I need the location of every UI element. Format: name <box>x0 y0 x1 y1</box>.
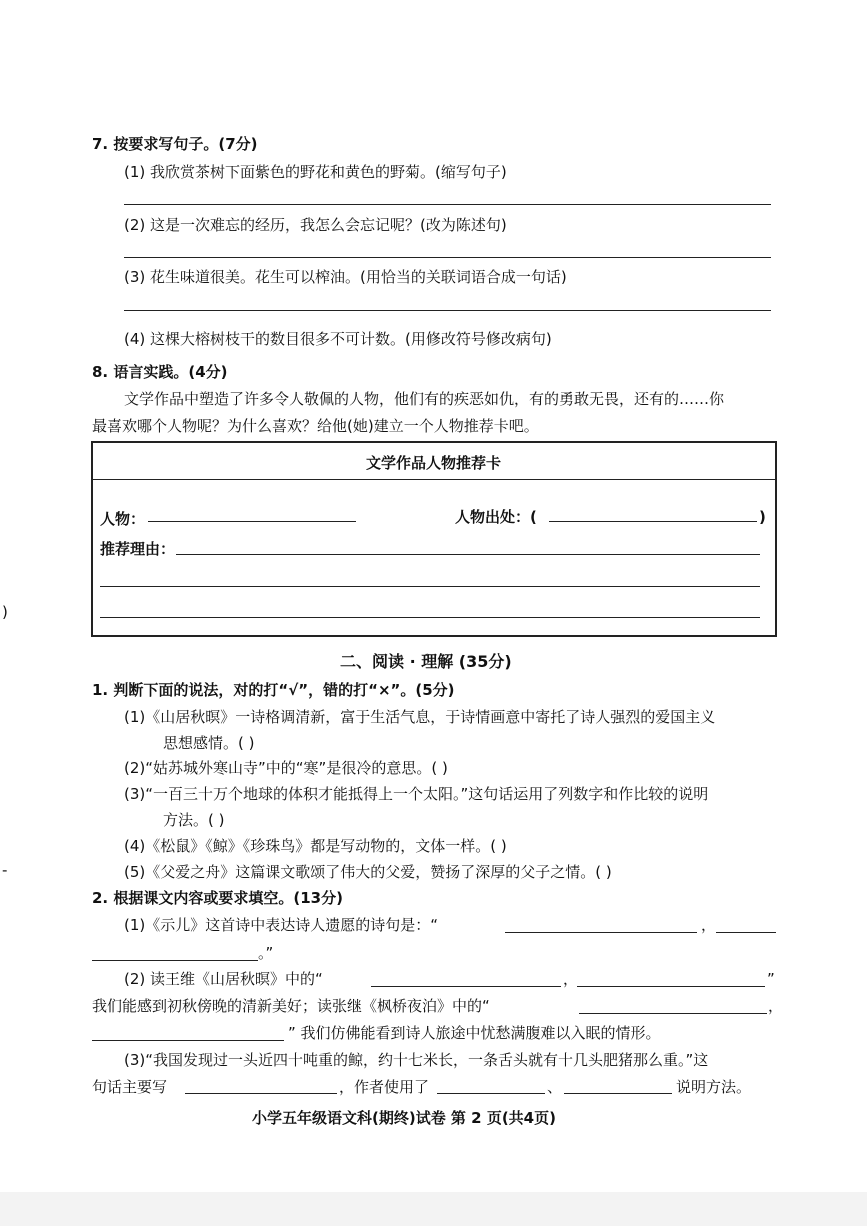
section-2-title: 二、阅读 · 理解 (35分) <box>340 652 512 671</box>
s2-q1-item-3-line-1: (3)“一百三十万个地球的体积才能抵得上一个太阳。”这句话运用了列数字和作比较的说明 <box>124 785 709 803</box>
s2-q2-item-3-line-2b: ，作者使用了 <box>339 1078 430 1096</box>
s2-q2-item-2-blank-3[interactable] <box>579 1013 767 1014</box>
s2-q2-item-3-blank-2[interactable] <box>437 1093 545 1094</box>
s2-q2-item-2-line-2-comma: ， <box>768 997 784 1015</box>
s2-q1-item-5: (5)《父爱之舟》这篇课文歌颂了伟大的父爱，赞扬了深厚的父子之情。( ) <box>124 863 612 881</box>
s2-q2-item-1-blank-1[interactable] <box>505 932 697 933</box>
s2-q2-item-2-comma: ， <box>563 970 579 988</box>
person-field[interactable] <box>148 521 356 522</box>
margin-mark-dash: - <box>2 861 8 879</box>
s2-q2-item-2-line-2: 我们能感到初秋傍晚的清新美好；读张继《枫桥夜泊》中的“ <box>92 997 490 1015</box>
q7-answer-line-3[interactable] <box>124 310 771 311</box>
source-close-paren: ) <box>759 508 766 526</box>
s2-q2-item-2-line-3: ” 我们仿佛能看到诗人旅途中忧愁满腹难以入眠的情形。 <box>288 1024 661 1042</box>
card-title: 文学作品人物推荐卡 <box>366 454 502 472</box>
source-field[interactable] <box>549 521 757 522</box>
q8-title: 8. 语言实践。(4分) <box>92 363 228 381</box>
s2-q2-item-2-blank-1[interactable] <box>371 986 561 987</box>
source-label: 人物出处：( <box>455 508 537 526</box>
q8-paragraph-line-1: 文学作品中塑造了许多令人敬佩的人物，他们有的疾恶如仇，有的勇敢无畏，还有的……你 <box>124 390 725 408</box>
s2-q2-item-1-blank-2b[interactable] <box>92 960 258 961</box>
page-footer: 小学五年级语文科(期终)试卷 第 2 页(共4页) <box>252 1109 556 1127</box>
person-label: 人物： <box>100 510 146 528</box>
s2-q2-item-1-text: (1)《示儿》这首诗中表达诗人遗愿的诗句是：“ <box>124 916 439 934</box>
s2-q2-title: 2. 根据课文内容或要求填空。(13分) <box>92 889 343 907</box>
s2-q1-item-2: (2)“姑苏城外寒山寺”中的“寒”是很冷的意思。( ) <box>124 759 448 777</box>
s2-q1-item-1-line-2: 思想感情。( ) <box>163 734 255 752</box>
q7-item-2: (2) 这是一次难忘的经历，我怎么会忘记呢？(改为陈述句) <box>124 216 507 234</box>
reason-label: 推荐理由： <box>100 540 176 558</box>
s2-q2-item-1-comma: ， <box>701 916 717 934</box>
s2-q2-item-3-line-2a: 句话主要写 <box>92 1078 168 1096</box>
q7-item-3: (3) 花生味道很美。花生可以榨油。(用恰当的关联词语合成一句话) <box>124 268 567 286</box>
s2-q2-item-3-blank-1[interactable] <box>185 1093 337 1094</box>
s2-q2-item-3-line-1: (3)“我国发现过一头近四十吨重的鲸，约十七米长，一条舌头就有十几头肥猪那么重。”这 <box>124 1051 709 1069</box>
s2-q2-item-2-blank-4[interactable] <box>92 1040 284 1041</box>
s2-q2-item-1-end: 。” <box>258 944 274 962</box>
q7-answer-line-2[interactable] <box>124 257 771 258</box>
s2-q1-title: 1. 判断下面的说法，对的打“√”，错的打“×”。(5分) <box>92 681 455 699</box>
s2-q2-item-3-line-2c: 、 <box>547 1078 563 1096</box>
q7-item-4: (4) 这棵大榕树枝干的数目很多不可计数。(用修改符号修改病句) <box>124 330 552 348</box>
s2-q2-item-3-blank-3[interactable] <box>564 1093 672 1094</box>
s2-q2-item-2-quote-end: ” <box>767 970 775 988</box>
s2-q1-item-1-line-1: (1)《山居秋暝》一诗格调清新，富于生活气息，于诗情画意中寄托了诗人强烈的爱国主义 <box>124 708 716 726</box>
reason-line-2[interactable] <box>100 586 760 587</box>
s2-q2-item-2-blank-2[interactable] <box>577 986 765 987</box>
s2-q2-item-1-blank-2a[interactable] <box>716 932 776 933</box>
q7-title: 7. 按要求写句子。(7分) <box>92 135 258 153</box>
q8-paragraph-line-2: 最喜欢哪个人物呢？为什么喜欢？给他(她)建立一个人物推荐卡吧。 <box>92 417 539 435</box>
s2-q2-item-2-text: (2) 读王维《山居秋暝》中的“ <box>124 970 323 988</box>
reason-line-1[interactable] <box>176 554 760 555</box>
s2-q2-item-3-line-2d: 说明方法。 <box>676 1078 752 1096</box>
s2-q1-item-4: (4)《松鼠》《鲸》《珍珠鸟》都是写动物的，文体一样。( ) <box>124 837 507 855</box>
margin-mark-paren: ) <box>2 603 8 621</box>
s2-q1-item-3-line-2: 方法。( ) <box>163 811 225 829</box>
q7-answer-line-1[interactable] <box>124 204 771 205</box>
q7-item-1: (1) 我欣赏茶树下面紫色的野花和黄色的野菊。(缩写句子) <box>124 163 507 181</box>
reason-line-3[interactable] <box>100 617 760 618</box>
bottom-scan-band <box>0 1192 867 1226</box>
